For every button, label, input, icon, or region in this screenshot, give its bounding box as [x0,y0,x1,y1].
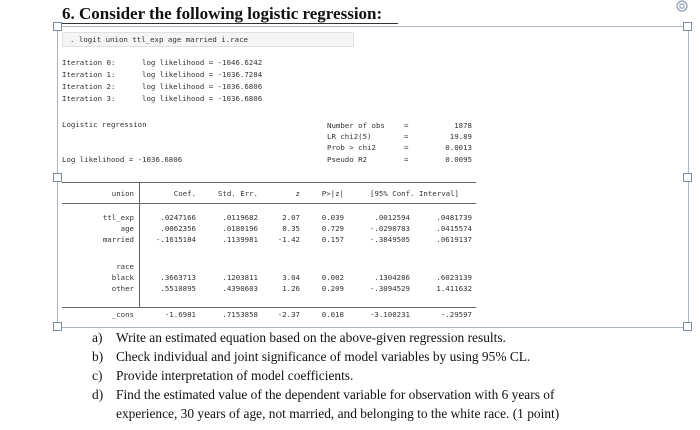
table-cell-se: .1139981 [222,235,258,244]
table-cell-coef: -.1615184 [155,235,196,244]
table-cell-p: 0.002 [321,273,344,282]
table-cell-z: 1.26 [282,284,300,293]
task-letter: b) [92,349,104,364]
log-likelihood: Log likelihood = -1036.6806 [62,155,183,164]
resize-handle[interactable] [53,173,62,182]
task-text: Provide interpretation of model coefficients. [116,368,354,383]
resize-handle[interactable] [683,173,692,182]
table-cell-coef: -1.6981 [164,310,196,319]
stat-value: 0.0095 [445,155,472,164]
resize-handle[interactable] [683,322,692,331]
table-cell-ci-high: .0481739 [436,213,472,222]
table-cell-ci-low: -.3849505 [369,235,410,244]
task-text-continued: experience, 30 years of age, not married, and belonging to the white race. (1 point) [116,406,560,421]
table-cell-ci-high: 1.411632 [436,284,472,293]
iteration-label: Iteration 3: [62,94,116,103]
table-cell-ci-high: .0415574 [436,224,472,233]
task-text: Check individual and joint significance of model variables by using 95% CL. [116,349,531,364]
table-rule [62,182,476,183]
col-header-z: z [295,189,300,198]
stat-eq: = [404,155,409,164]
col-header-var: union [111,189,134,198]
iteration-label: Iteration 0: [62,58,116,67]
stat-eq: = [404,132,409,141]
col-header-p: P>|z| [321,189,344,198]
table-cell-z: 2.07 [282,213,300,222]
task-text: Find the estimated value of the dependent variable for observation with 6 years of [116,387,555,402]
table-cell-se: .7153858 [222,310,258,319]
col-header-se: Std. Err. [217,189,258,198]
table-cell-p: 0.209 [321,284,344,293]
iteration-label: Iteration 1: [62,70,116,79]
iteration-label: Iteration 2: [62,82,116,91]
table-cell-ci-low: -3.100231 [369,310,410,319]
table-cell-ci-high: .6023139 [436,273,472,282]
table-cell-se: .0119682 [222,213,258,222]
table-cell-z: -2.37 [277,310,300,319]
table-row-var: other [111,284,134,293]
table-cell-z: 3.04 [282,273,300,282]
stat-label: Number of obs [327,121,385,130]
task-text: Write an estimated equation based on the above-given regression results. [116,330,506,345]
table-group-label: race [116,262,134,271]
question-title: 6. Consider the following logistic regression: [62,4,383,23]
link-icon[interactable] [673,0,691,18]
table-cell-coef: .0062356 [160,224,196,233]
table-cell-ci-low: .0012594 [374,213,410,222]
task-letter: d) [92,387,104,402]
table-cell-se: .1203811 [222,273,258,282]
title-underline [60,23,398,24]
table-cell-se: .4390603 [222,284,258,293]
iteration-text: log likelihood = -1036.6806 [142,94,263,103]
table-cell-p: 0.729 [321,224,344,233]
col-header-ci: [95% Conf. Interval] [370,189,459,198]
table-cell-coef: .0247166 [160,213,196,222]
stat-label: Prob > chi2 [327,143,376,152]
table-cell-se: .0180196 [222,224,258,233]
table-rule [62,203,476,204]
resize-handle[interactable] [683,22,692,31]
resize-handle[interactable] [53,322,62,331]
table-cell-coef: .3663713 [160,273,196,282]
table-cell-z: 0.35 [282,224,300,233]
table-cell-ci-low: -.0290783 [369,224,410,233]
stat-value: 19.89 [449,132,472,141]
stat-eq: = [404,121,409,130]
table-cell-coef: .5510895 [160,284,196,293]
table-cell-p: 0.039 [321,213,344,222]
stat-label: LR chi2(5) [327,132,372,141]
table-cell-p: 0.018 [321,310,344,319]
table-cell-ci-high: .0619137 [436,235,472,244]
col-header-coef: Coef. [173,189,196,198]
task-letter: a) [92,330,103,345]
table-rule [62,307,476,308]
task-letter: c) [92,368,103,383]
iteration-text: log likelihood = -1036.7284 [142,70,263,79]
table-cell-ci-high: -.29597 [440,310,472,319]
iteration-text: log likelihood = -1036.6806 [142,82,263,91]
stat-value: 1878 [454,121,472,130]
resize-handle[interactable] [53,22,62,31]
table-row-var: age [120,224,134,233]
table-row-var: black [111,273,134,282]
stat-label: Pseudo R2 [327,155,368,164]
table-cell-ci-low: .1304286 [374,273,410,282]
table-cell-z: -1.42 [277,235,300,244]
stata-command: . logit union ttl_exp age married i.race [70,35,248,44]
table-row-var: married [102,235,134,244]
stat-eq: = [404,143,409,152]
table-row-var: _cons [111,310,134,319]
table-row-var: ttl_exp [102,213,134,222]
stat-value: 0.0013 [445,143,472,152]
table-cell-ci-low: -.3094529 [369,284,410,293]
iteration-text: log likelihood = -1046.6242 [142,58,263,67]
table-cell-p: 0.157 [321,235,344,244]
model-title: Logistic regression [62,120,147,129]
